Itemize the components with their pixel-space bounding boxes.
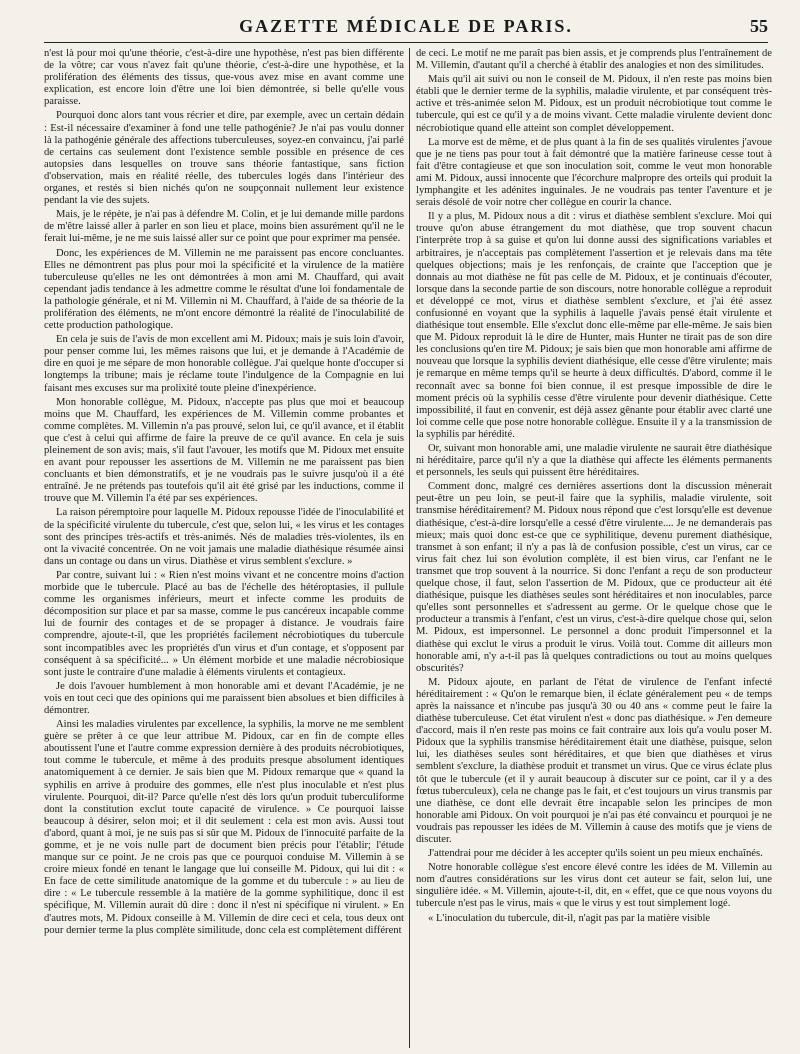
paragraph: Pourquoi donc alors tant vous récrier et dire, par exemple, avec un certain dédain : Est-il nécessaire d'examiner à fond une telle pathogénie? Je n'ai pas voulu donner là la pathogénie générale des affections tuberculeuses, soyez-en convaincu, j'ai parlé de certains cas seulement dont l'existence semble possible en présence de ces autopsies dans lesquelles on trouve sans théorie fantastique, sans fiction d'observation, mais en réalité réelle, des tubercules logés dans l'intérieur des organes, et restés si bien nichés qu'on ne soupçonnait nullement leur existence pendant la vie des sujets. bbox=[44, 110, 404, 207]
column-divider bbox=[409, 48, 410, 1048]
page-header bbox=[44, 10, 768, 43]
gazette-title: GAZETTE MÉDICALE DE PARIS. bbox=[239, 16, 573, 36]
paragraph: Mon honorable collègue, M. Pidoux, n'accepte pas plus que moi et beaucoup moins que M. Chauffard, les expériences de M. Villemin comme probantes et comme complètes. M. Villemin n'a pas prouvé, selon lui, ce qu'il avance, et il établit que c'est à celui qui affirme de faire la preuve de ce qu'il avance. En cela je suis pleinement de son avis; mais, s'il faut l'avouer, les motifs que M. Pidoux met ensuite en avant pour repousser les assertions de M. Villemin ne me paraissent pas bien concluants et bien démonstratifs, et je ne voudrais pas le suivre jusqu'où il a été entraîné. Je ne prétends pas toutefois qu'il ait été grisé par les inductions, comme il trouve que M. Villemin l'a été par ses expériences. bbox=[44, 396, 404, 505]
paragraph: « L'inoculation du tubercule, dit-il, n'agit pas par la matière visible bbox=[428, 912, 711, 924]
paragraph: Notre honorable collègue s'est encore élevé contre les idées de M. Villemin au nom d'autres considérations sur les virus dont cet auteur se fait, selon lui, une singulière idée. « M. Villemin, ajoute-t-il, dit, en « effet, que ce que nous voyons du tubercule n'est pas le virus, mais « que le virus y est tout simplement logé. bbox=[416, 862, 772, 910]
paragraph: Or, suivant mon honorable ami, une maladie virulente ne saurait être diathésique ni héréditaire, parce qu'il n'y a que la diathèse qui affecte les éléments permanents et personnels, les seuls qui puissent être héréditaires. bbox=[416, 443, 772, 479]
paragraph: En cela je suis de l'avis de mon excellent ami M. Pidoux; mais je suis loin d'avoir, pour penser comme lui, les mêmes raisons que lui, et je demande à l'Académie de dire en quoi je me sépare de mon honorable collègue. J'ai quelque honte d'occuper si longtemps la tribune; mais je réclame toute l'indulgence de la Compagnie en lui faisant mes excuses sur ma prolixité toute pleine d'inexpérience. bbox=[44, 334, 404, 394]
paragraph: Je dois l'avouer humblement à mon honorable ami et devant l'Académie, je ne vois en tout ceci que des opinions qui me paraissent bien absolues et bien difficiles à démontrer. bbox=[44, 680, 404, 716]
paragraph: Par contre, suivant lui : « Rien n'est moins vivant et ne concentre moins d'action morbide que le tubercule. Placé au bas de l'échelle des hétéroptasies, il pullule comme les organismes inférieurs, meurt et infecte comme les produits de décomposition sur place et par sa masse, comme le pus cancéreux incapable comme lui de fournir des contages et de se propager à distance. Je voudrais faire comprendre, ajoute-t-il, que les propriétés facilement nécrobiotiques du tubercule sont incompatibles avec les propriétés d'un virus et d'un contage, et s'opposent par conséquent à sa spécificité... » Un élément morbide et une maladie nécrobiosique sont juste le contraire d'une maladie à éléments virulents et contagieux. bbox=[44, 569, 404, 678]
page-number: 55 bbox=[750, 16, 768, 36]
paragraph: J'attendrai pour me décider à les accepter qu'ils soient un peu mieux enchaînés. bbox=[428, 848, 763, 860]
paragraph: Ainsi les maladies virulentes par excellence, la syphilis, la morve ne me semblent guère se prêter à ce que leur attribue M. Pidoux, car en fin de compte elles aboutissent l'une et l'autre comme expression dernière à des produits nécrobiotiques, tout comme le tubercule, et même à des produits presque absolument identiques anatomiquement à ce dernier. Je sais bien que M. Pidoux remarque que « quand la syphilis en arrive à produire des gommes, elle n'est plus inoculable et n'est plus virulente. Pourquoi, dit-il? Parce qu'elle n'est dès lors qu'un produit tuberculiforme dont la constitution exclut toute capacité de virulence. » Ce pourquoi laisse beaucoup à désirer, selon moi; et il dit seulement : cela est mon avis. Aussi tout d'abord, quant à moi, je ne suis pas si sûr que M. Pidoux de l'innocuité parfaite de la gomme, et je ne vois nulle part de document bien précis pour l'établir; l'étude manque sur ce point. Je ne crois pas que ce pourquoi conduise M. Villemin à se croire mieux fondé en tenant le langage que lui conseille M. Pidoux, qui lui dit : « En face de cette similitude anatomique de la gomme et du tubercule : » au lieu de dire : « Le tubercule ressemble à la matière de la gomme syphilitique, donc il est spécifique, M. Villemin aurait dû dire : donc il n'est ni spécifique ni virulent. » En d'autres mots, M. Pidoux conseille à M. Villemin de dire ceci et cela, tous deux ont pour dernier terme la plus complète similitude, donc cela est complètement différent bbox=[44, 719, 404, 936]
right-column bbox=[416, 48, 772, 1048]
paragraph: Mais qu'il ait suivi ou non le conseil de M. Pidoux, il n'en reste pas moins bien établi que le dernier terme de la syphilis, maladie virulente, et par conséquent très-active et très-animée selon M. Pidoux, est un produit nécrobiotique tout comme le tubercule, qui est ce qu'il y a de moins vivant. Cette maladie virulente devient donc nécrobiotique quand elle atteint son complet développement. bbox=[416, 74, 772, 134]
paragraph: de ceci. Le motif ne me paraît pas bien assis, et je comprends plus l'entraînement de M. Villemin, d'autant qu'il a cherché à établir des analogies et non des similitudes. bbox=[416, 48, 772, 72]
paragraph: Comment donc, malgré ces dernières assertions dont la discussion mènerait peut-être un peu loin, se peut-il faire que la syphilis, maladie virulente, soit transmise héréditairement? M. Pidoux nous répond que c'est lorsqu'elle est devenue diathésique, c'est-à-dire lorsqu'elle a cessé d'être virulente.... Je ne demanderais pas mieux; mais quoi donc est-ce que ce syphilitique, devenu purement diathésique, transmet à son enfant; il n'y a pas là de confusion possible, c'est un virus, car ce virus fait chez lui son évolution complète, il est bien virus, car l'enfant ne le transmet que trop souvent à la nourrice. Si donc l'enfant a reçu de son producteur quelque chose, il faut, selon l'assertion de M. Pidoux, que ce producteur ait été diathésique, puisque les diathèses seules sont héréditaires et non inoculables, parce qu'elles sont personnelles et s'adressent au germe. Or le quelque chose que le producteur a transmis à l'enfant, c'est un virus, c'est-à-dire quelque chose qui, selon M. Pidoux, est impersonnel. Le personnel a donc produit l'impersonnel et la diathèse qui exclut le virus a produit le virus. Voilà tout. Comme dit ailleurs mon honorable ami, n'y a-t-il pas là quelques contradictions ou tout au moins quelques obscurités? bbox=[416, 481, 772, 674]
paragraph: Il y a plus, M. Pidoux nous a dit : virus et diathèse semblent s'exclure. Moi qui trouve qu'on abuse étrangement du mot diathèse, que trop souvent chacun l'interprète trop à sa guise et qu'on lui donne aussi des significations variables et arbitraires, je n'acceptais pas complètement l'assertion et je relevais dans ma tête quelques objections; mais je les renfonçais, de crainte que l'acception que je donnais au mot diathèse ne fût pas celle de M. Pidoux, et je continuais d'écouter, lorsque dans la seconde partie de son discours, notre honorable collègue a reproduit et développé ce mot, virus et diathèse semblent s'exclure, et j'ai été assez confusionné en voyant que la syphilis à laquelle j'avais pensé était virulente et diathésique tout ensemble. Elle s'exclut donc elle-même par elle-même. Je sais bien que M. Pidoux reproduit là le dire de Hunter, mais Hunter ne tirait pas de son dire les conclusions qu'en tire M. Pidoux; je sais bien que mon honorable ami affirme de nouveau que lorsque la syphilis devient diathésique, elle cesse d'être virulente; mais je remarque en même temps qu'il se heurte à deux difficultés. D'abord, comme il le reconnaît avec sa bonne foi bien connue, il est presque impossible de dire le moment précis où la syphilis cesse d'être virulente pour devenir diathésique. Cette impossibilité, il faut en convenir, est déjà assez gênante pour établir avec clarté une loi comme celle que pose notre honorable collègue. Ensuite il y a la transmission de la syphilis par hérédité. bbox=[416, 211, 772, 440]
paragraph: n'est là pour moi qu'une théorie, c'est-à-dire une hypothèse, n'est pas bien différente de la vôtre; car vous n'avez fait qu'une théorie, c'est-à-dire une hypothèse, et la prolifération des éléments des tissus, que-vous avez mise en avant comme une explication, est encore loin d'être une loi bien démontrée, si belle qu'elle vous paraisse. bbox=[44, 48, 404, 108]
left-column bbox=[44, 48, 404, 1048]
paragraph: La raison péremptoire pour laquelle M. Pidoux repousse l'idée de l'inoculabilité et de la spécificité virulente du tubercule, c'est que, selon lui, « les virus et les contages sont des principes très-actifs et très-animés. Nés de maladies très-violentes, ils en ont la vivacité concentrée. On ne voit jamais une maladie diathésique résumée ainsi dans un contage ou dans un virus. Diathèse et virus semblent s'exclure. » bbox=[44, 507, 404, 567]
paragraph: M. Pidoux ajoute, en parlant de l'état de virulence de l'enfant infecté héréditairement : « Qu'on le remarque bien, il éclate généralement peu « de temps après la naissance et n'incube pas jusqu'à 30 ou 40 ans « comme peut le faire la diathèse tuberculeuse. Cet état virulent n'est « donc pas diathésique. » J'en demeure d'accord, mais il n'en reste pas moins ce fait contraire aux lois qu'a voulu poser M. Pidoux que la syphilis transmise héréditairement était une diathèse, puisque, selon lui, les diathèses seules sont héréditaires, et que bien que diathèses et virus semblent s'exclure, la diathèse produit et transmet un virus. Que ce virus éclate plus tôt que le tubercule (et il y aurait beaucoup à discuter sur ce point, car il y a des fœtus tuberculeux), cela ne change pas le fait, et c'est toujours un virus transmis par une diathèse, ce dont elle devrait être incapable selon les principes de mon honorable ami Pidoux. On voit pourquoi je n'ai pas été convaincu et pourquoi je ne voudrais pas repousser les idées de M. Villemin à cause des motifs que je viens de discuter. bbox=[416, 676, 772, 845]
paragraph: La morve est de même, et de plus quant à la fin de ses qualités virulentes j'avoue que je ne tiens pas pour tout à fait démontré que la matière farineuse cesse tout à fait d'être contagieuse et que son inoculation soit, comme le veut mon honorable ami M. Pidoux, aussi innocente que l'écorchure malpropre des orteils qui produit la lymphangite et les adénites inguinales. Je ne voudrais pas tenter l'aventure et je serais désolé de voir notre cher collègue en courir la chance. bbox=[416, 136, 772, 209]
paragraph: Mais, je le répète, je n'ai pas à défendre M. Colin, et je lui demande mille pardons de m'être laissé aller à parler en son lieu et place, moins bien assurément qu'il ne le ferait lui-même, je ne me suis laissé aller sur ce point que pour exprimer ma pensée. bbox=[44, 209, 404, 245]
paragraph: Donc, les expériences de M. Villemin ne me paraissent pas encore concluantes. Elles ne démontrent pas plus pour moi la spécificité et la virulence de la matière tuberculeuse qu'elles ne les ont démontrées à mon ami M. Chauffard, qui avait cependant jadis tendance à les admettre comme le résultat d'une loi fondamentale de la pathologie générale, et ni M. Villemin ni M. Chauffard, à l'aide de sa théorie de la prolifération des éléments, ne m'ont encore démontré la réalité de l'inoculabilité de cette production pathologique. bbox=[44, 247, 404, 332]
